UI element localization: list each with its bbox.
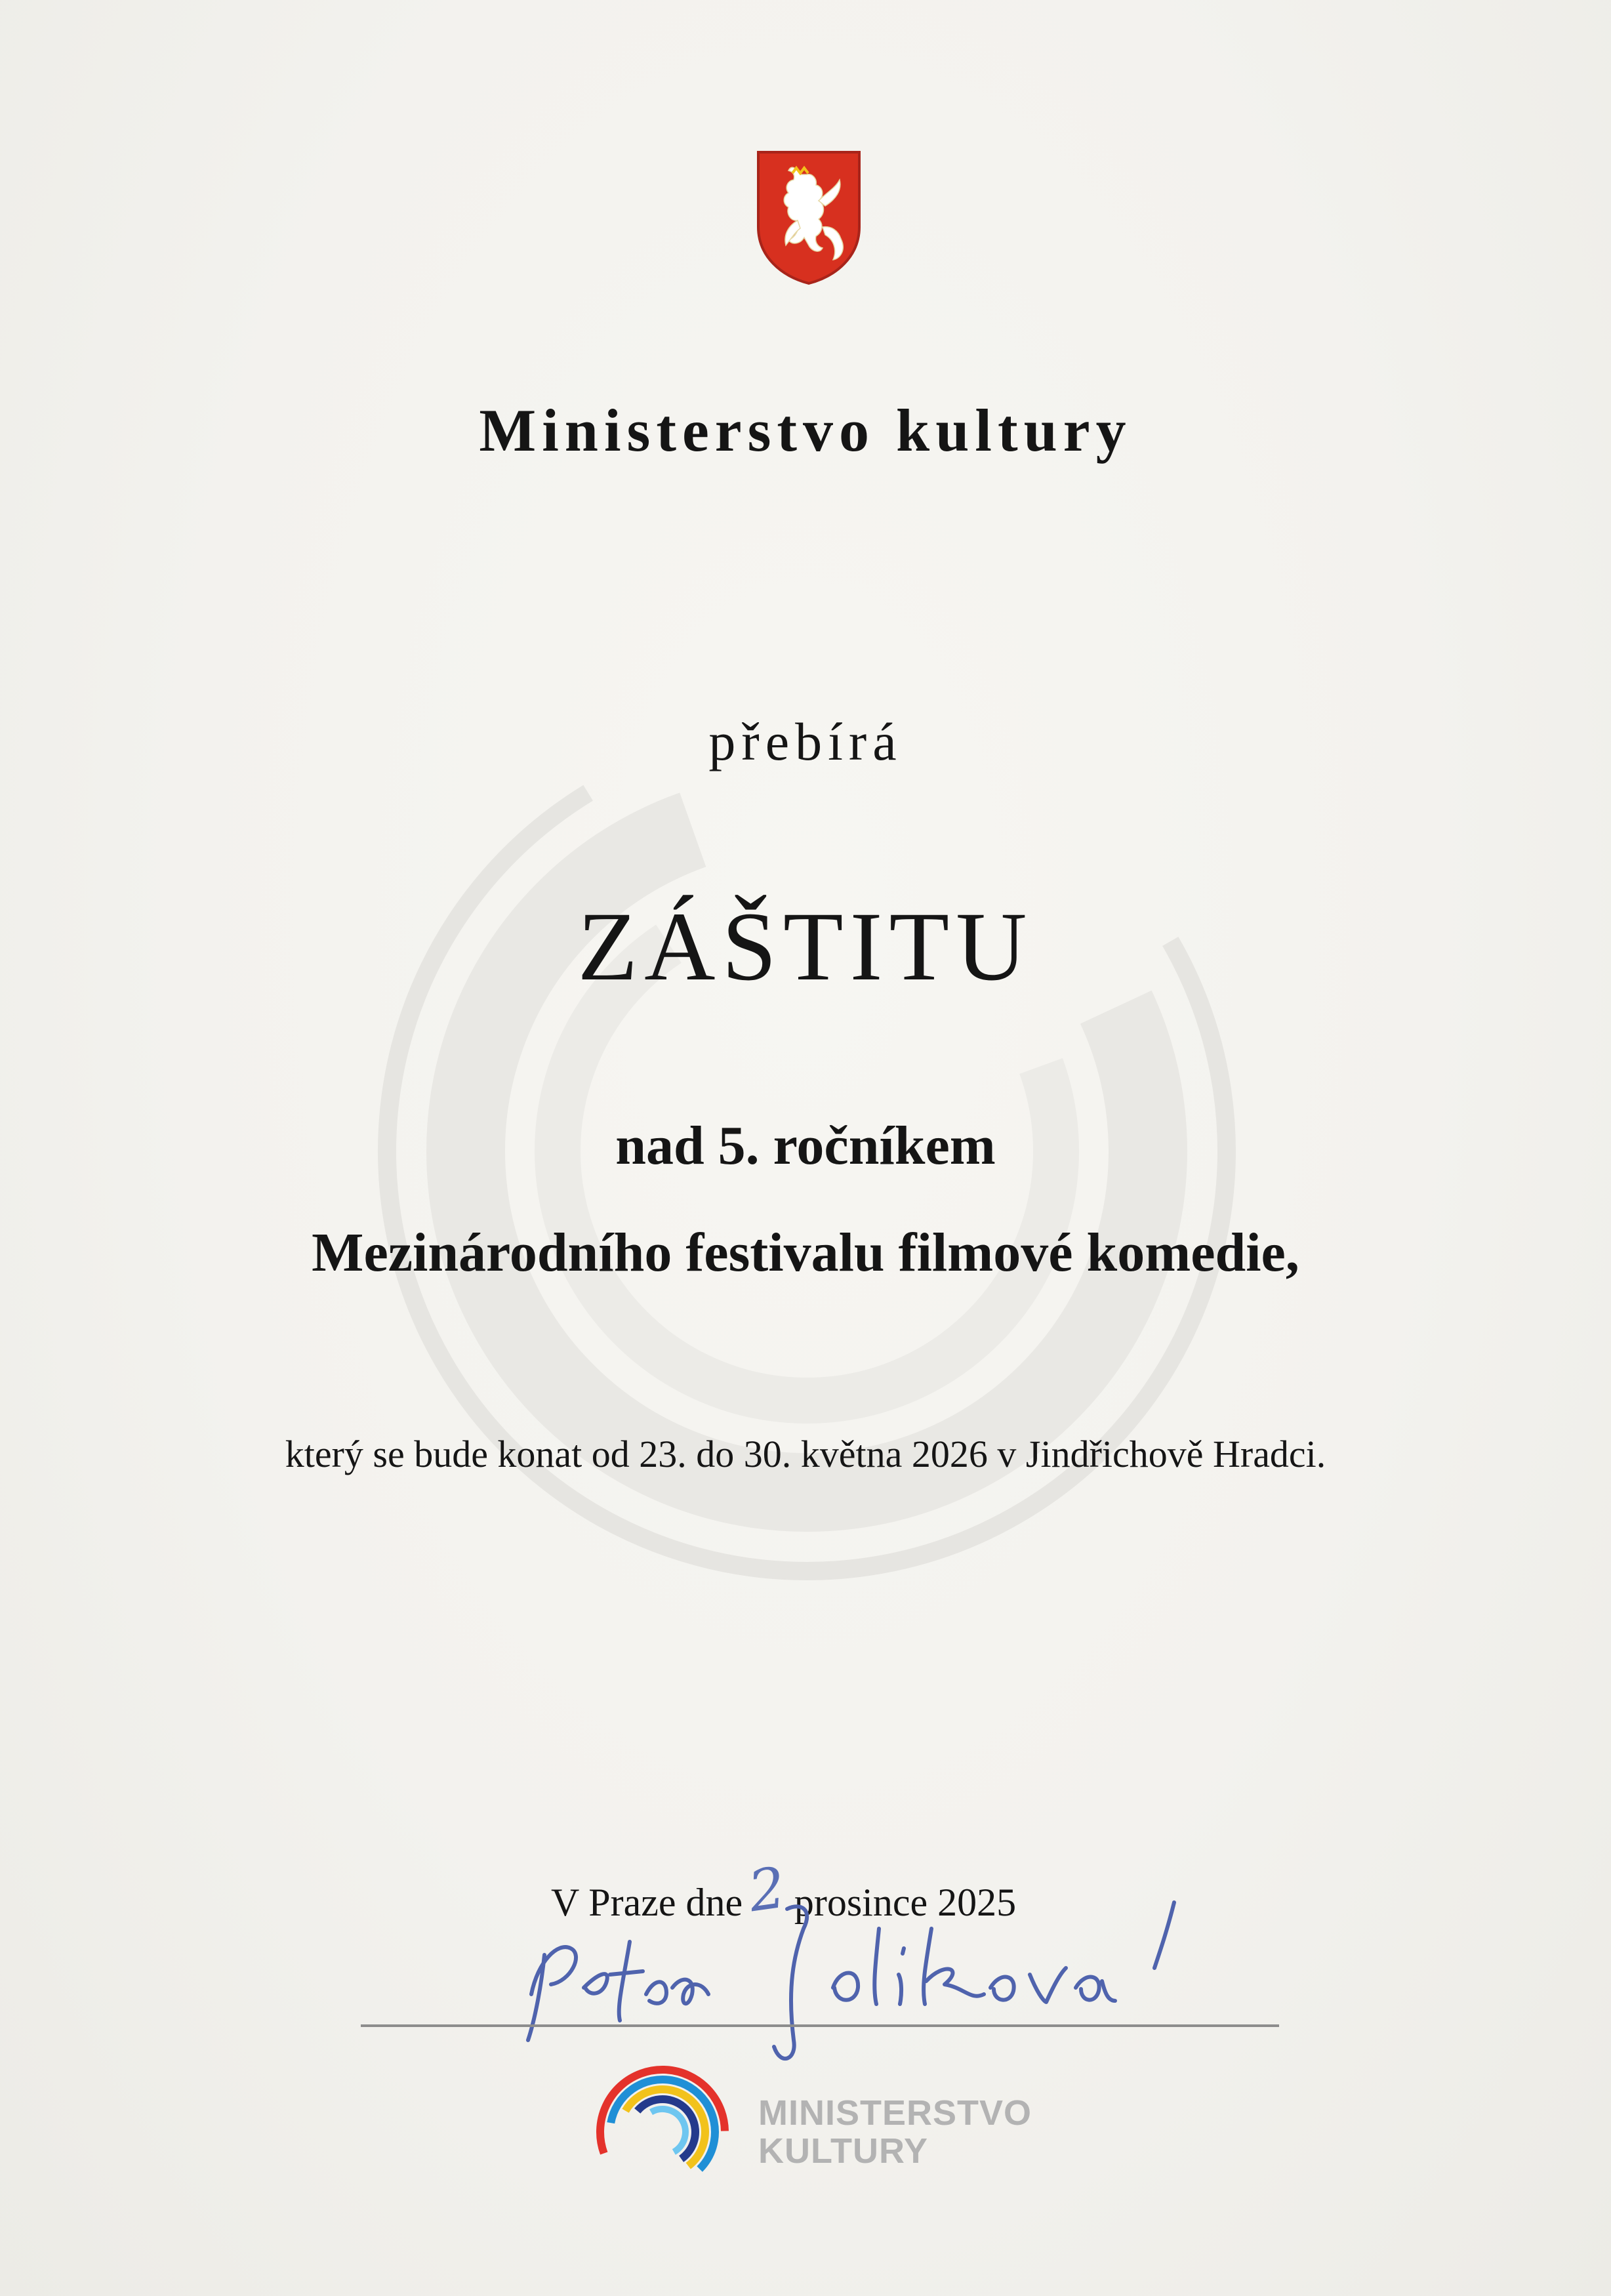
verb-line: přebírá (708, 712, 903, 771)
ministry-logo-icon (590, 2060, 735, 2204)
festival-name: Mezinárodního festivalu filmové komedie, (312, 1222, 1299, 1283)
signature-line (361, 2024, 1279, 2027)
ministry-logo-text (758, 2094, 1032, 2170)
issuer-heading: Ministerstvo kultury (479, 397, 1132, 464)
czech-coat-of-arms-icon (754, 148, 863, 286)
handwritten-day: 2 (744, 1855, 790, 1925)
handwritten-signature (512, 1889, 1207, 2073)
logo-line-1: MINISTERSTVO (758, 2093, 1032, 2133)
place-prefix: V Praze dne (551, 1881, 743, 1924)
logo-line-2: KULTURY (758, 2131, 928, 2171)
month-year: prosince 2025 (794, 1881, 1017, 1924)
event-details: který se bude konat od 23. do 30. května 2026 v Jindřichově Hradci. (285, 1433, 1326, 1475)
document-title: ZÁŠTITU (577, 892, 1034, 1001)
edition-line: nad 5. ročníkem (615, 1115, 996, 1176)
